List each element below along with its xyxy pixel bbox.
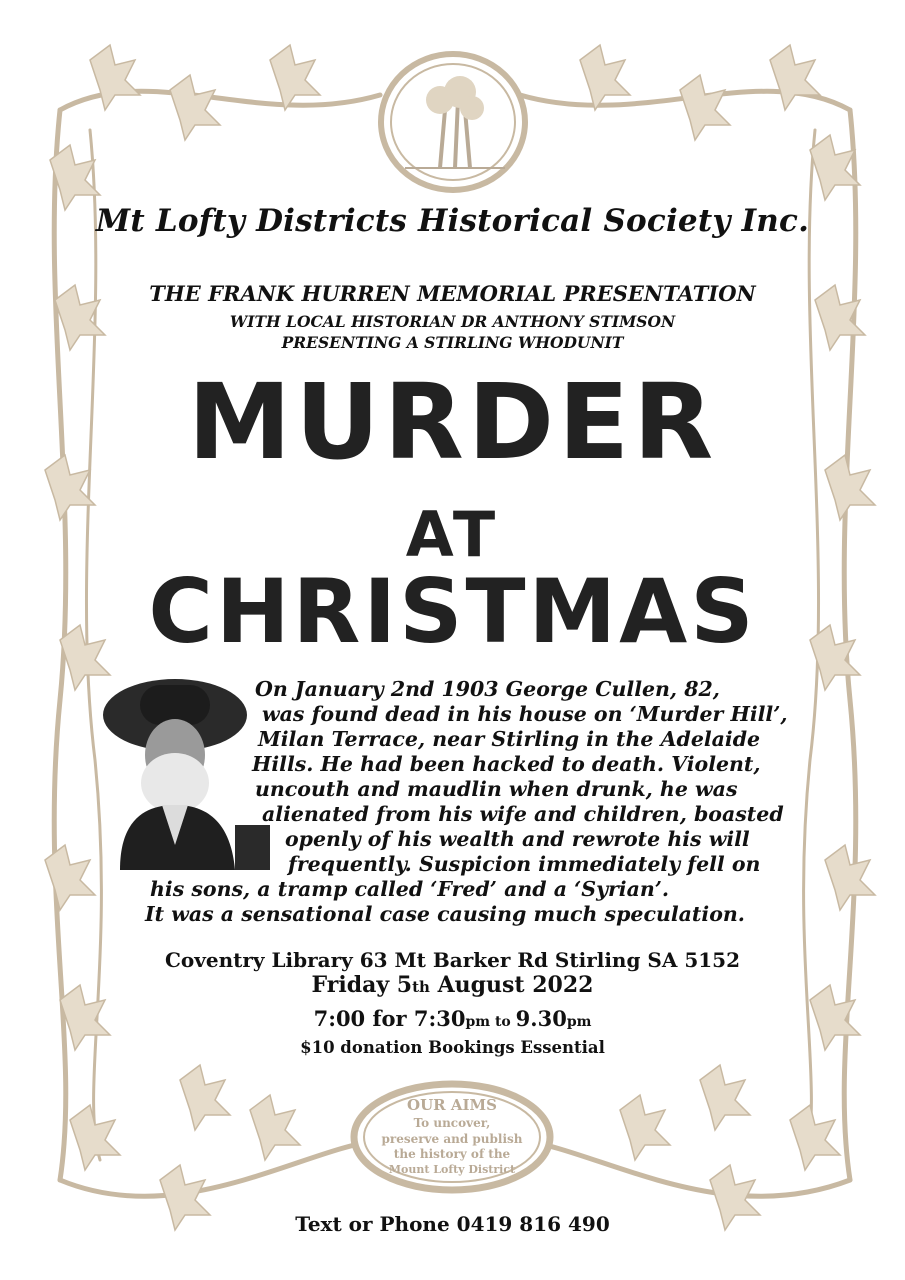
presentation-title: THE FRANK HURREN MEMORIAL PRESENTATION — [149, 281, 756, 306]
title-murder: MURDER — [187, 361, 718, 483]
story-line: openly of his wealth and rewrote his will — [285, 827, 750, 851]
whodunit-line: PRESENTING A STIRLING WHODUNIT — [281, 333, 624, 352]
aims-line: preserve and publish — [381, 1132, 523, 1146]
event-date: Friday 5th August 2022 — [311, 972, 594, 998]
venue-address: Coventry Library 63 Mt Barker Rd Stirling SA 5152 — [164, 948, 741, 972]
aims-line: To uncover, — [413, 1116, 491, 1130]
title-christmas: CHRISTMAS — [148, 560, 757, 663]
aims-heading: OUR AIMS — [407, 1096, 497, 1114]
presenter-line: WITH LOCAL HISTORIAN DR ANTHONY STIMSON — [229, 312, 676, 331]
george-cullen-portrait — [100, 675, 270, 870]
story-line: uncouth and maudlin when drunk, he was — [255, 777, 738, 801]
story-line: Milan Terrace, near Stirling in the Adelaide — [258, 727, 761, 751]
event-time: 7:00 for 7:30pm to 9.30pm — [313, 1006, 592, 1031]
donation-info: $10 donation Bookings Essential — [300, 1038, 605, 1057]
story-line: his sons, a tramp called ‘Fred’ and a ‘Syrian’. — [150, 877, 670, 901]
story-line: Hills. He had been hacked to death. Violent, — [252, 752, 761, 776]
story-line: alienated from his wife and children, boasted — [262, 802, 784, 826]
aims-line: Mount Lofty District — [388, 1163, 516, 1176]
title-at: AT — [405, 498, 500, 571]
aims-line: the history of the — [393, 1147, 511, 1161]
story-line: was found dead in his house on ‘Murder Hill’, — [262, 702, 788, 726]
our-aims-seal — [350, 1080, 555, 1195]
tree-medallion-icon — [381, 54, 525, 190]
society-name: Mt Lofty Districts Historical Society Inc. — [95, 203, 810, 239]
story-line: frequently. Suspicion immediately fell on — [288, 852, 761, 876]
story-line: On January 2nd 1903 George Cullen, 82, — [255, 677, 720, 701]
story-line: It was a sensational case causing much speculation. — [145, 902, 745, 926]
contact-phone: Text or Phone 0419 816 490 — [295, 1212, 610, 1236]
